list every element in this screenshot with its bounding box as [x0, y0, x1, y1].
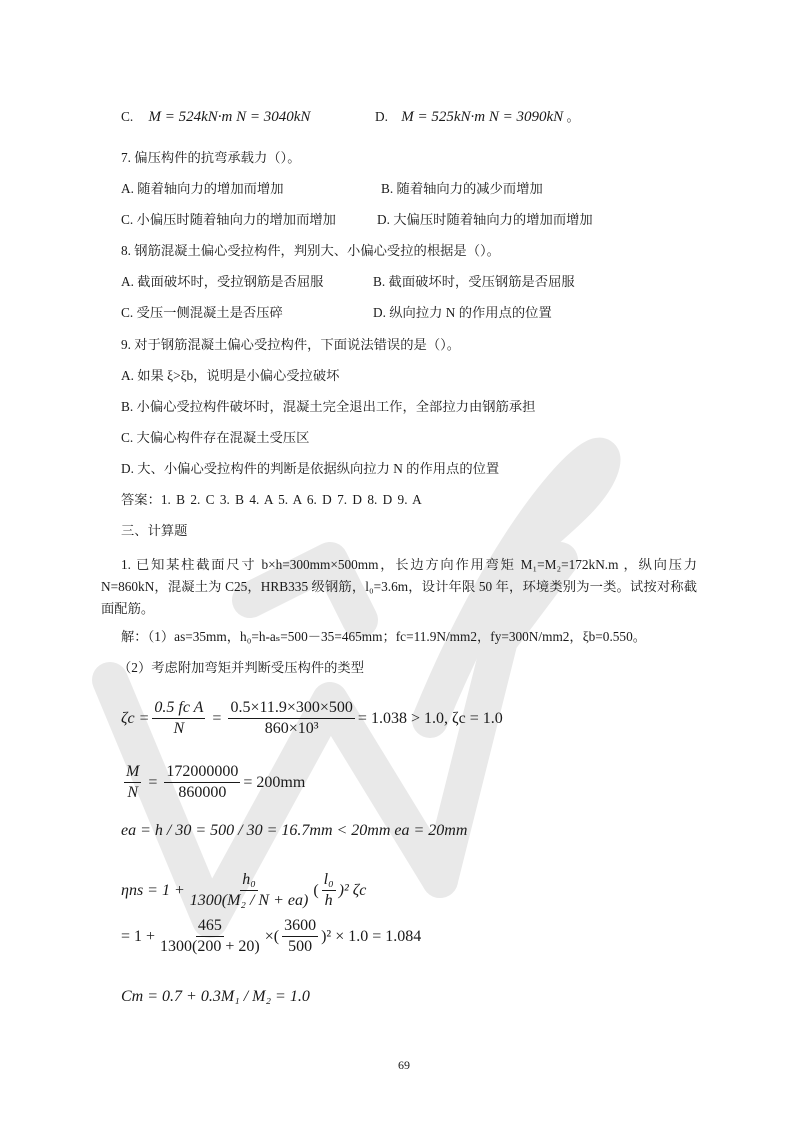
option-value: M = 524kN·m N = 3040kN: [148, 109, 311, 125]
denominator: 1300(200 + 20): [160, 938, 260, 955]
option-label: C.: [121, 109, 134, 124]
q7-option-a: A. 随着轴向力的增加而增加: [121, 181, 284, 196]
denominator: 1300(M₂ / N + ea): [189, 892, 309, 909]
denominator: h: [324, 892, 333, 909]
problem-1-text: 1. 已知某柱截面尺寸 b×h=300mm×500mm，长边方向作用弯矩 M₁=M₂=172kN.m ，纵向压力 N=860kN，混凝土为 C25，HRB335 级钢筋，l₀=3.6m，设计年限 50 年，环境类别为一类。试按对称截面配筋。: [101, 557, 697, 616]
eq-rhs: = 1.038 > 1.0, ζc = 1.0: [357, 709, 503, 727]
fraction: [152, 698, 205, 739]
q8-option-a: A. 截面破坏时，受拉钢筋是否屈服: [121, 274, 324, 289]
denominator: N: [173, 720, 185, 737]
solution-step-1: 解：（1）as=35mm，h₀=h-aₛ=500－35=465mm；fc=11.9N/mm2，fy=300N/mm2，ξb=0.550。: [121, 629, 647, 644]
q9-option-b: B. 小偏心受拉构件破坏时，混凝土完全退出工作，全部拉力由钢筋承担: [121, 399, 536, 414]
eq-text: Cm = 0.7 + 0.3M₁ / M₂ = 1.0: [121, 988, 310, 1005]
fraction: [188, 870, 311, 911]
fraction: [282, 916, 318, 957]
q9-stem: 9. 对于钢筋混凝土偏心受拉构件，下面说法错误的是（）。: [121, 337, 461, 352]
equation-cm: [121, 988, 310, 1006]
equation-m-over-n: $\frac{M}{N}$ = $\frac{172000000}{860000}$ = 200mm: [126, 763, 306, 801]
eq-lhs: ηns = 1 +: [121, 881, 185, 899]
eq-tail: )² ζc: [338, 881, 367, 899]
fraction: [228, 698, 354, 739]
section-title: 三、计算题: [121, 523, 188, 538]
q7-stem: 7. 偏压构件的抗弯承载力（）。: [121, 150, 301, 165]
q9-option-a: A. 如果 ξ>ξb，说明是小偏心受拉破坏: [121, 368, 340, 383]
numerator: 3600: [282, 916, 318, 937]
period: 。: [566, 109, 580, 124]
q8-option-b: B. 截面破坏时，受压钢筋是否屈服: [373, 274, 575, 289]
numerator: h₀: [240, 870, 258, 891]
eq-tail: )² × 1.0 = 1.084: [321, 927, 422, 945]
numerator: 0.5×11.9×300×500: [228, 698, 354, 719]
page-number: 69: [398, 1058, 410, 1072]
solution-step-2: （2）考虑附加弯矩并判断受压构件的类型: [118, 660, 364, 675]
q9-option-d: D. 大、小偏心受拉构件的判断是依据纵向拉力 N 的作用点的位置: [121, 461, 500, 476]
equation-eta-ns: ηns = 1 + $\frac{\text{h₀}}{\text{1300(M₂ / N + ea)}}$ ( $\frac{\text{l₀}}{h}$ )² ζc: [121, 871, 367, 909]
q8-option-d: D. 纵向拉力 N 的作用点的位置: [373, 305, 552, 320]
denominator: 860×10³: [264, 720, 319, 737]
fraction: [322, 870, 336, 911]
fraction: [124, 762, 141, 803]
q9-option-c: C. 大偏心构件存在混凝土受压区: [121, 430, 310, 445]
eq-lhs: = 1 +: [121, 927, 156, 945]
option-value: M = 525kN·m N = 3090kN: [401, 109, 564, 125]
q7-option-b: B. 随着轴向力的减少而增加: [381, 181, 543, 196]
eq-rhs: = 200mm: [243, 773, 306, 791]
eq-text: ea = h / 30 = 500 / 30 = 16.7mm < 20mm ea = 20mm: [121, 822, 468, 839]
q7-option-c: C. 小偏压时随着轴向力的增加而增加: [121, 212, 336, 227]
q6-option-d: [375, 108, 580, 126]
option-label: D.: [375, 109, 388, 124]
numerator: 172000000: [164, 762, 240, 783]
numerator: l₀: [322, 870, 336, 891]
fraction: [158, 916, 262, 957]
q8-stem: 8. 钢筋混凝土偏心受拉构件，判别大、小偏心受拉的根据是（）。: [121, 243, 500, 258]
numerator: 0.5 fc A: [152, 698, 205, 719]
denominator: 860000: [178, 784, 227, 801]
eq-lhs: ζc =: [121, 709, 150, 727]
q8-option-c: C. 受压一侧混凝土是否压碎: [121, 305, 283, 320]
denominator: N: [127, 784, 138, 801]
denominator: 500: [288, 938, 313, 955]
equation-eta-ns-value: = 1 + $\frac{465}{1300(200 + 20)}$ ×( $\frac{3600}{500}$ )² × 1.0 = 1.084: [121, 917, 422, 955]
equation-zeta-c: ζc = $\frac{\text{0.5 fc A}}{N}$ = $\frac{0.5\times 11.9\times 300\times 500}{\text{860×10³}}$ = 1.038 > 1.0, ζc = 1.0: [121, 699, 503, 737]
numerator: 465: [196, 916, 224, 937]
q7-option-d: D. 大偏压时随着轴向力的增加而增加: [377, 212, 593, 227]
numerator: M: [124, 762, 141, 783]
equation-ea: [121, 822, 467, 840]
q6-option-c: [121, 108, 310, 126]
fraction: [164, 762, 240, 803]
answer-key: 答案：1. B 2. C 3. B 4. A 5. A 6. D 7. D 8. D 9. A: [121, 492, 422, 507]
